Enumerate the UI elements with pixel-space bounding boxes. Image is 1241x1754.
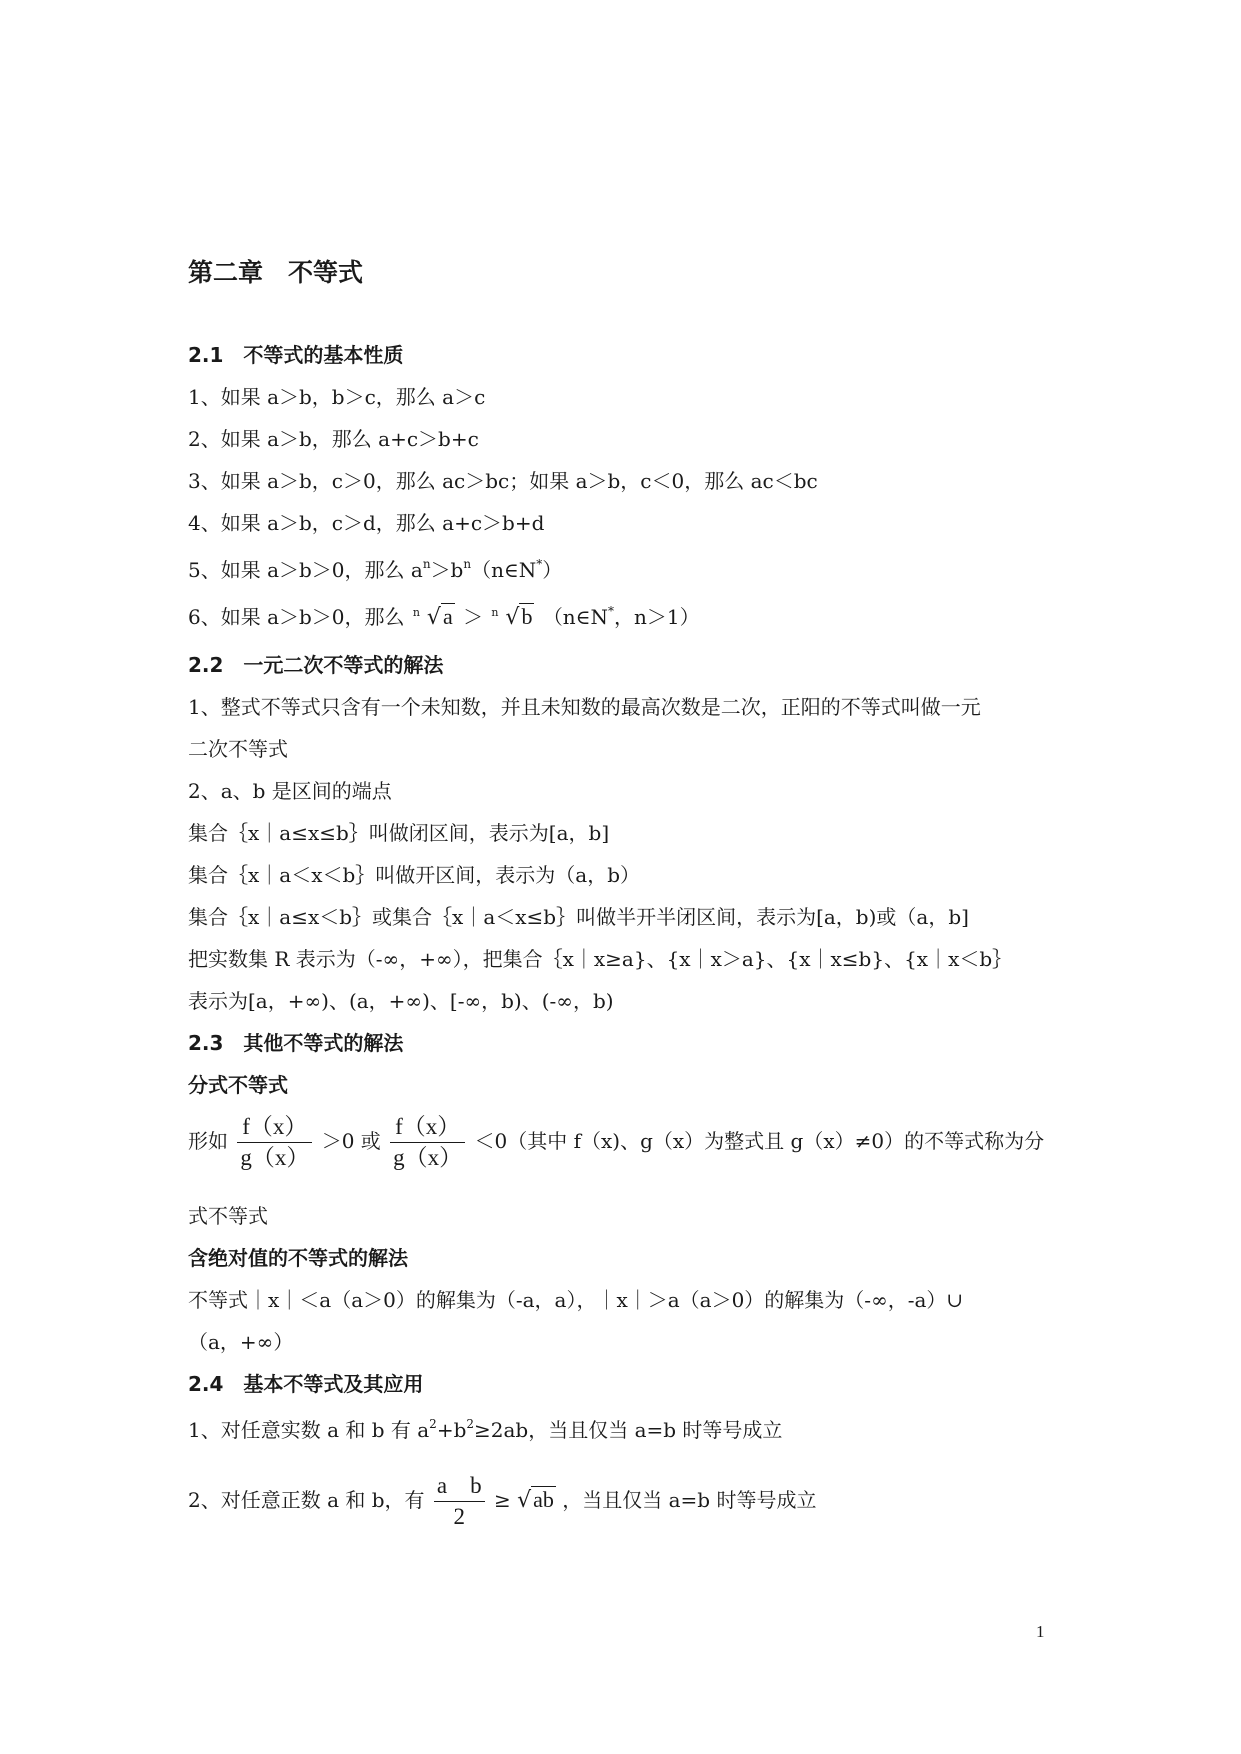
basic-1-mid: +b <box>436 1418 467 1442</box>
basic-2-tail: ，当且仅当 a=b 时等号成立 <box>562 1488 817 1512</box>
denominator: 2 <box>453 1504 465 1529</box>
quadratic-def-line2: 二次不等式 <box>188 737 288 761</box>
numerator: f（x） <box>390 1112 465 1143</box>
radical-icon: √ <box>426 605 441 630</box>
greater-than-zero: ＞0 或 <box>321 1129 381 1153</box>
basic-1-text: 1、对任意实数 a 和 b 有 a <box>188 1418 430 1442</box>
infinite-interval-line2: 表示为[a，+∞)、(a，+∞)、[-∞，b)、(-∞，b) <box>188 989 614 1013</box>
absolute-value-line1: 不等式｜x｜＜a（a＞0）的解集为（-a，a），｜x｜＞a（a＞0）的解集为（-∞，-a）∪ <box>188 1288 964 1312</box>
page-number: 1 <box>1036 1622 1045 1641</box>
nth-root-b <box>491 604 534 631</box>
radical-icon: √ <box>517 1488 532 1513</box>
exponent: n <box>463 557 472 571</box>
basic-inequality-2 <box>188 1471 816 1532</box>
property-5 <box>188 557 562 583</box>
denominator: g（x） <box>393 1145 463 1170</box>
property-2: 2、如果 a＞b，那么 a+c＞b+c <box>188 427 479 451</box>
section-2-2-heading: 2.2 一元二次不等式的解法 <box>188 653 444 677</box>
sqrt-ab <box>517 1488 556 1512</box>
property-6-close: ，n＞1） <box>614 605 700 629</box>
superscript-star: * <box>608 604 614 618</box>
exponent: 2 <box>466 1417 475 1431</box>
absolute-value-line2: （a，+∞） <box>188 1330 294 1354</box>
fractional-inequality-def <box>188 1112 1044 1173</box>
property-4: 4、如果 a＞b，c＞d，那么 a+c＞b+d <box>188 511 545 535</box>
basic-2-text: 2、对任意正数 a 和 b，有 <box>188 1488 425 1512</box>
nth-root-a <box>413 604 455 631</box>
open-interval: 集合｛x｜a＜x＜b｝叫做开区间，表示为（a，b） <box>188 863 641 887</box>
basic-1-tail: ≥2ab，当且仅当 a=b 时等号成立 <box>474 1418 783 1442</box>
property-6-tail: （n∈N <box>542 605 608 629</box>
fraction-lead: 形如 <box>188 1129 228 1153</box>
radicand: b <box>521 604 533 629</box>
superscript-star: * <box>536 557 543 571</box>
section-2-4-heading: 2.4 基本不等式及其应用 <box>188 1372 424 1396</box>
chapter-title: 第二章 不等式 <box>188 258 364 287</box>
exponent: n <box>422 557 431 571</box>
property-1: 1、如果 a＞b，b＞c，那么 a＞c <box>188 385 486 409</box>
section-2-3-heading: 2.3 其他不等式的解法 <box>188 1031 404 1055</box>
closed-interval: 集合｛x｜a≤x≤b｝叫做闭区间，表示为[a，b] <box>188 821 610 845</box>
root-index: n <box>491 606 499 619</box>
half-open-interval: 集合｛x｜a≤x＜b｝或集合｛x｜a＜x≤b｝叫做半开半闭区间，表示为[a，b)或（a，b] <box>188 905 969 929</box>
property-3: 3、如果 a＞b，c＞0，那么 ac＞bc；如果 a＞b，c＜0，那么 ac＜bc <box>188 469 818 493</box>
root-index: n <box>412 606 420 619</box>
property-5-text: 5、如果 a＞b＞0，那么 a <box>188 558 423 582</box>
fractional-inequality-heading: 分式不等式 <box>188 1073 288 1097</box>
fraction-a-b-over-2 <box>434 1471 485 1532</box>
property-5-tail: （n∈N <box>471 558 537 582</box>
radical-icon: √ <box>505 605 520 630</box>
greater-equal: ≥ <box>493 1488 511 1512</box>
fraction-tail: ＜0（其中 f（x)、g（x）为整式且 g（x）≠0）的不等式称为分 <box>474 1129 1045 1153</box>
infinite-interval-line1: 把实数集 R 表示为（-∞，+∞），把集合｛x｜x≥a}、{x｜x＞a}、{x｜x≤b}、{x｜x＜b｝ <box>188 947 1013 971</box>
quadratic-def-line1: 1、整式不等式只含有一个未知数，并且未知数的最高次数是二次，正阳的不等式叫做一元 <box>188 695 981 719</box>
greater-than: ＞ <box>463 605 484 629</box>
absolute-value-heading: 含绝对值的不等式的解法 <box>188 1246 408 1270</box>
property-6-text: 6、如果 a＞b＞0，那么 <box>188 605 405 629</box>
interval-endpoints: 2、a、b 是区间的端点 <box>188 779 392 803</box>
section-2-1-heading: 2.1 不等式的基本性质 <box>188 343 404 367</box>
basic-inequality-1 <box>188 1417 782 1443</box>
fraction-f-over-g <box>390 1112 465 1173</box>
radicand: a <box>442 604 453 629</box>
fractional-inequality-def-cont: 式不等式 <box>188 1204 268 1228</box>
property-6 <box>188 604 700 631</box>
denominator: g（x） <box>240 1145 310 1170</box>
radicand: ab <box>533 1487 554 1512</box>
numerator: f（x） <box>237 1112 312 1143</box>
fraction-f-over-g <box>237 1112 312 1173</box>
property-5-mid: ＞b <box>430 558 464 582</box>
property-5-close: ） <box>542 558 563 582</box>
exponent: 2 <box>429 1417 437 1431</box>
numerator: a b <box>434 1471 485 1502</box>
